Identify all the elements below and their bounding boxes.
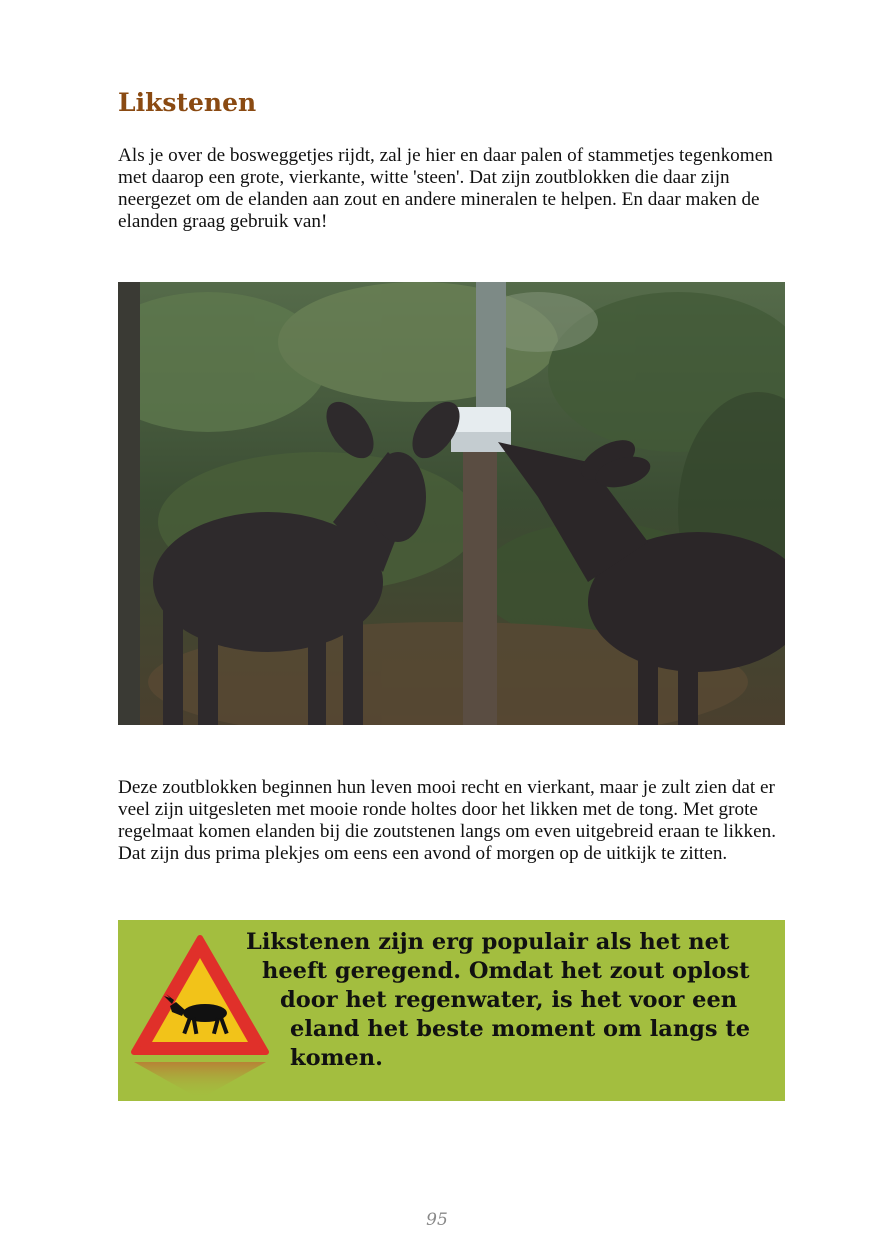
page-title: Likstenen bbox=[118, 88, 257, 117]
body-paragraph: Deze zoutblokken beginnen hun leven mooi recht en vierkant, maar je zult zien dat er veel zijn uitgesleten met mooie ronde holtes door het likken met de tong. Met grote regelmaat komen elanden bij die zoutstenen langs om even uitgebreid eraan te likken. Dat zijn dus prima plekjes om eens een avond of morgen op de uitkijk te zitten. bbox=[118, 777, 776, 864]
page-number: 95 bbox=[426, 1210, 448, 1230]
tip-line: eland het beste moment om langs te bbox=[290, 1016, 751, 1042]
tip-line: komen. bbox=[290, 1045, 383, 1071]
moose-salt-lick-photo bbox=[118, 282, 785, 725]
tip-line: heeft geregend. Omdat het zout oplost bbox=[262, 958, 750, 984]
tip-box bbox=[118, 920, 785, 1101]
tip-text bbox=[246, 928, 781, 1073]
tip-line: door het regenwater, is het voor een bbox=[280, 987, 738, 1013]
intro-paragraph: Als je over de bosweggetjes rijdt, zal je hier en daar palen of stammetjes tegenkomen met daarop een grote, vierkante, witte 'steen'. Dat zijn zoutblokken die daar zijn neergezet om de elanden aan zout en andere mineralen te helpen. En daar maken de elanden graag gebruik van! bbox=[118, 145, 773, 232]
tip-line: Likstenen zijn erg populair als het net bbox=[246, 929, 730, 955]
